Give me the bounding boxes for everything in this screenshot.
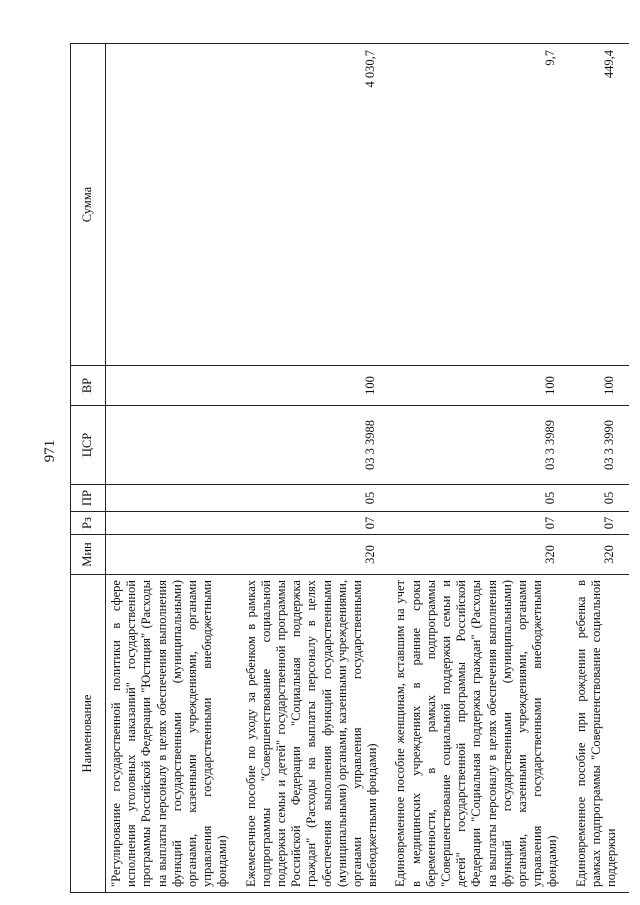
table-row — [241, 44, 391, 893]
row-rz: 07 — [241, 512, 391, 535]
row-sum: 9,7 — [390, 44, 570, 366]
header-csr: ЦСР — [71, 406, 106, 485]
budget-table — [70, 43, 629, 893]
table-header-row — [71, 44, 106, 893]
row-name: "Регулирование государственной политики в сфере исполнения уголовных наказаний" государственной программы Российской Федерации "Юстиция" (Расходы на выплаты персоналу в целях обеспечения выполнения функций государственными (муниципальными) органами, казенными учреждениями, органами управления государственными внебюджетными фондами) — [106, 575, 241, 893]
budget-table-sheet — [70, 44, 619, 893]
header-rz: Рз — [71, 512, 106, 535]
row-pr: 05 — [390, 485, 570, 512]
row-pr: 05 — [571, 485, 630, 512]
row-vr: 100 — [390, 366, 570, 406]
header-sum: Сумма — [71, 44, 106, 366]
row-rz — [106, 512, 241, 535]
table-row — [106, 44, 241, 893]
row-min — [106, 535, 241, 575]
header-vr: ВР — [71, 366, 106, 406]
row-pr: 05 — [241, 485, 391, 512]
row-sum: 4 030,7 — [241, 44, 391, 366]
row-vr: 100 — [571, 366, 630, 406]
table-row — [571, 44, 630, 893]
row-sum — [106, 44, 241, 366]
row-csr: 03 3 3989 — [390, 406, 570, 485]
row-pr — [106, 485, 241, 512]
row-csr — [106, 406, 241, 485]
page-number: 971 — [42, 439, 58, 463]
row-name: Ежемесячное пособие по уходу за ребенком в рамках подпрограммы "Совершенствование социальной поддержки семьи и детей" государственной программы Российской Федерации "Социальная поддержка граждан" (Расходы на выплаты персоналу в целях обеспечения выполнения функций государственными (муниципальными) органами, казенными учреждениями, органами управления государственными внебюджетными фондами) — [241, 575, 391, 893]
header-pr: ПР — [71, 485, 106, 512]
row-sum: 449,4 — [571, 44, 630, 366]
row-min: 320 — [241, 535, 391, 575]
row-rz: 07 — [390, 512, 570, 535]
row-name: Единовременное пособие при рождении ребенка в рамках подпрограммы "Совершенствование социальной поддержки — [571, 575, 630, 893]
row-vr: 100 — [241, 366, 391, 406]
row-vr — [106, 366, 241, 406]
table-row — [390, 44, 570, 893]
row-csr: 03 3 3988 — [241, 406, 391, 485]
row-min: 320 — [390, 535, 570, 575]
row-name: Единовременное пособие женщинам, вставшим на учет в медицинских учреждениях в ранние сроки беременности, в рамках подпрограммы "Совершенствование социальной поддержки семьи и детей" государственной программы Российской Федерации "Социальная поддержка граждан" (Расходы на выплаты персоналу в целях обеспечения выполнения функций государственными (муниципальными) органами, казенными учреждениями, органами управления государственными внебюджетными фондами) — [390, 575, 570, 893]
header-name: Наименование — [71, 575, 106, 893]
header-min: Мин — [71, 535, 106, 575]
row-csr: 03 3 3990 — [571, 406, 630, 485]
row-min: 320 — [571, 535, 630, 575]
row-rz: 07 — [571, 512, 630, 535]
